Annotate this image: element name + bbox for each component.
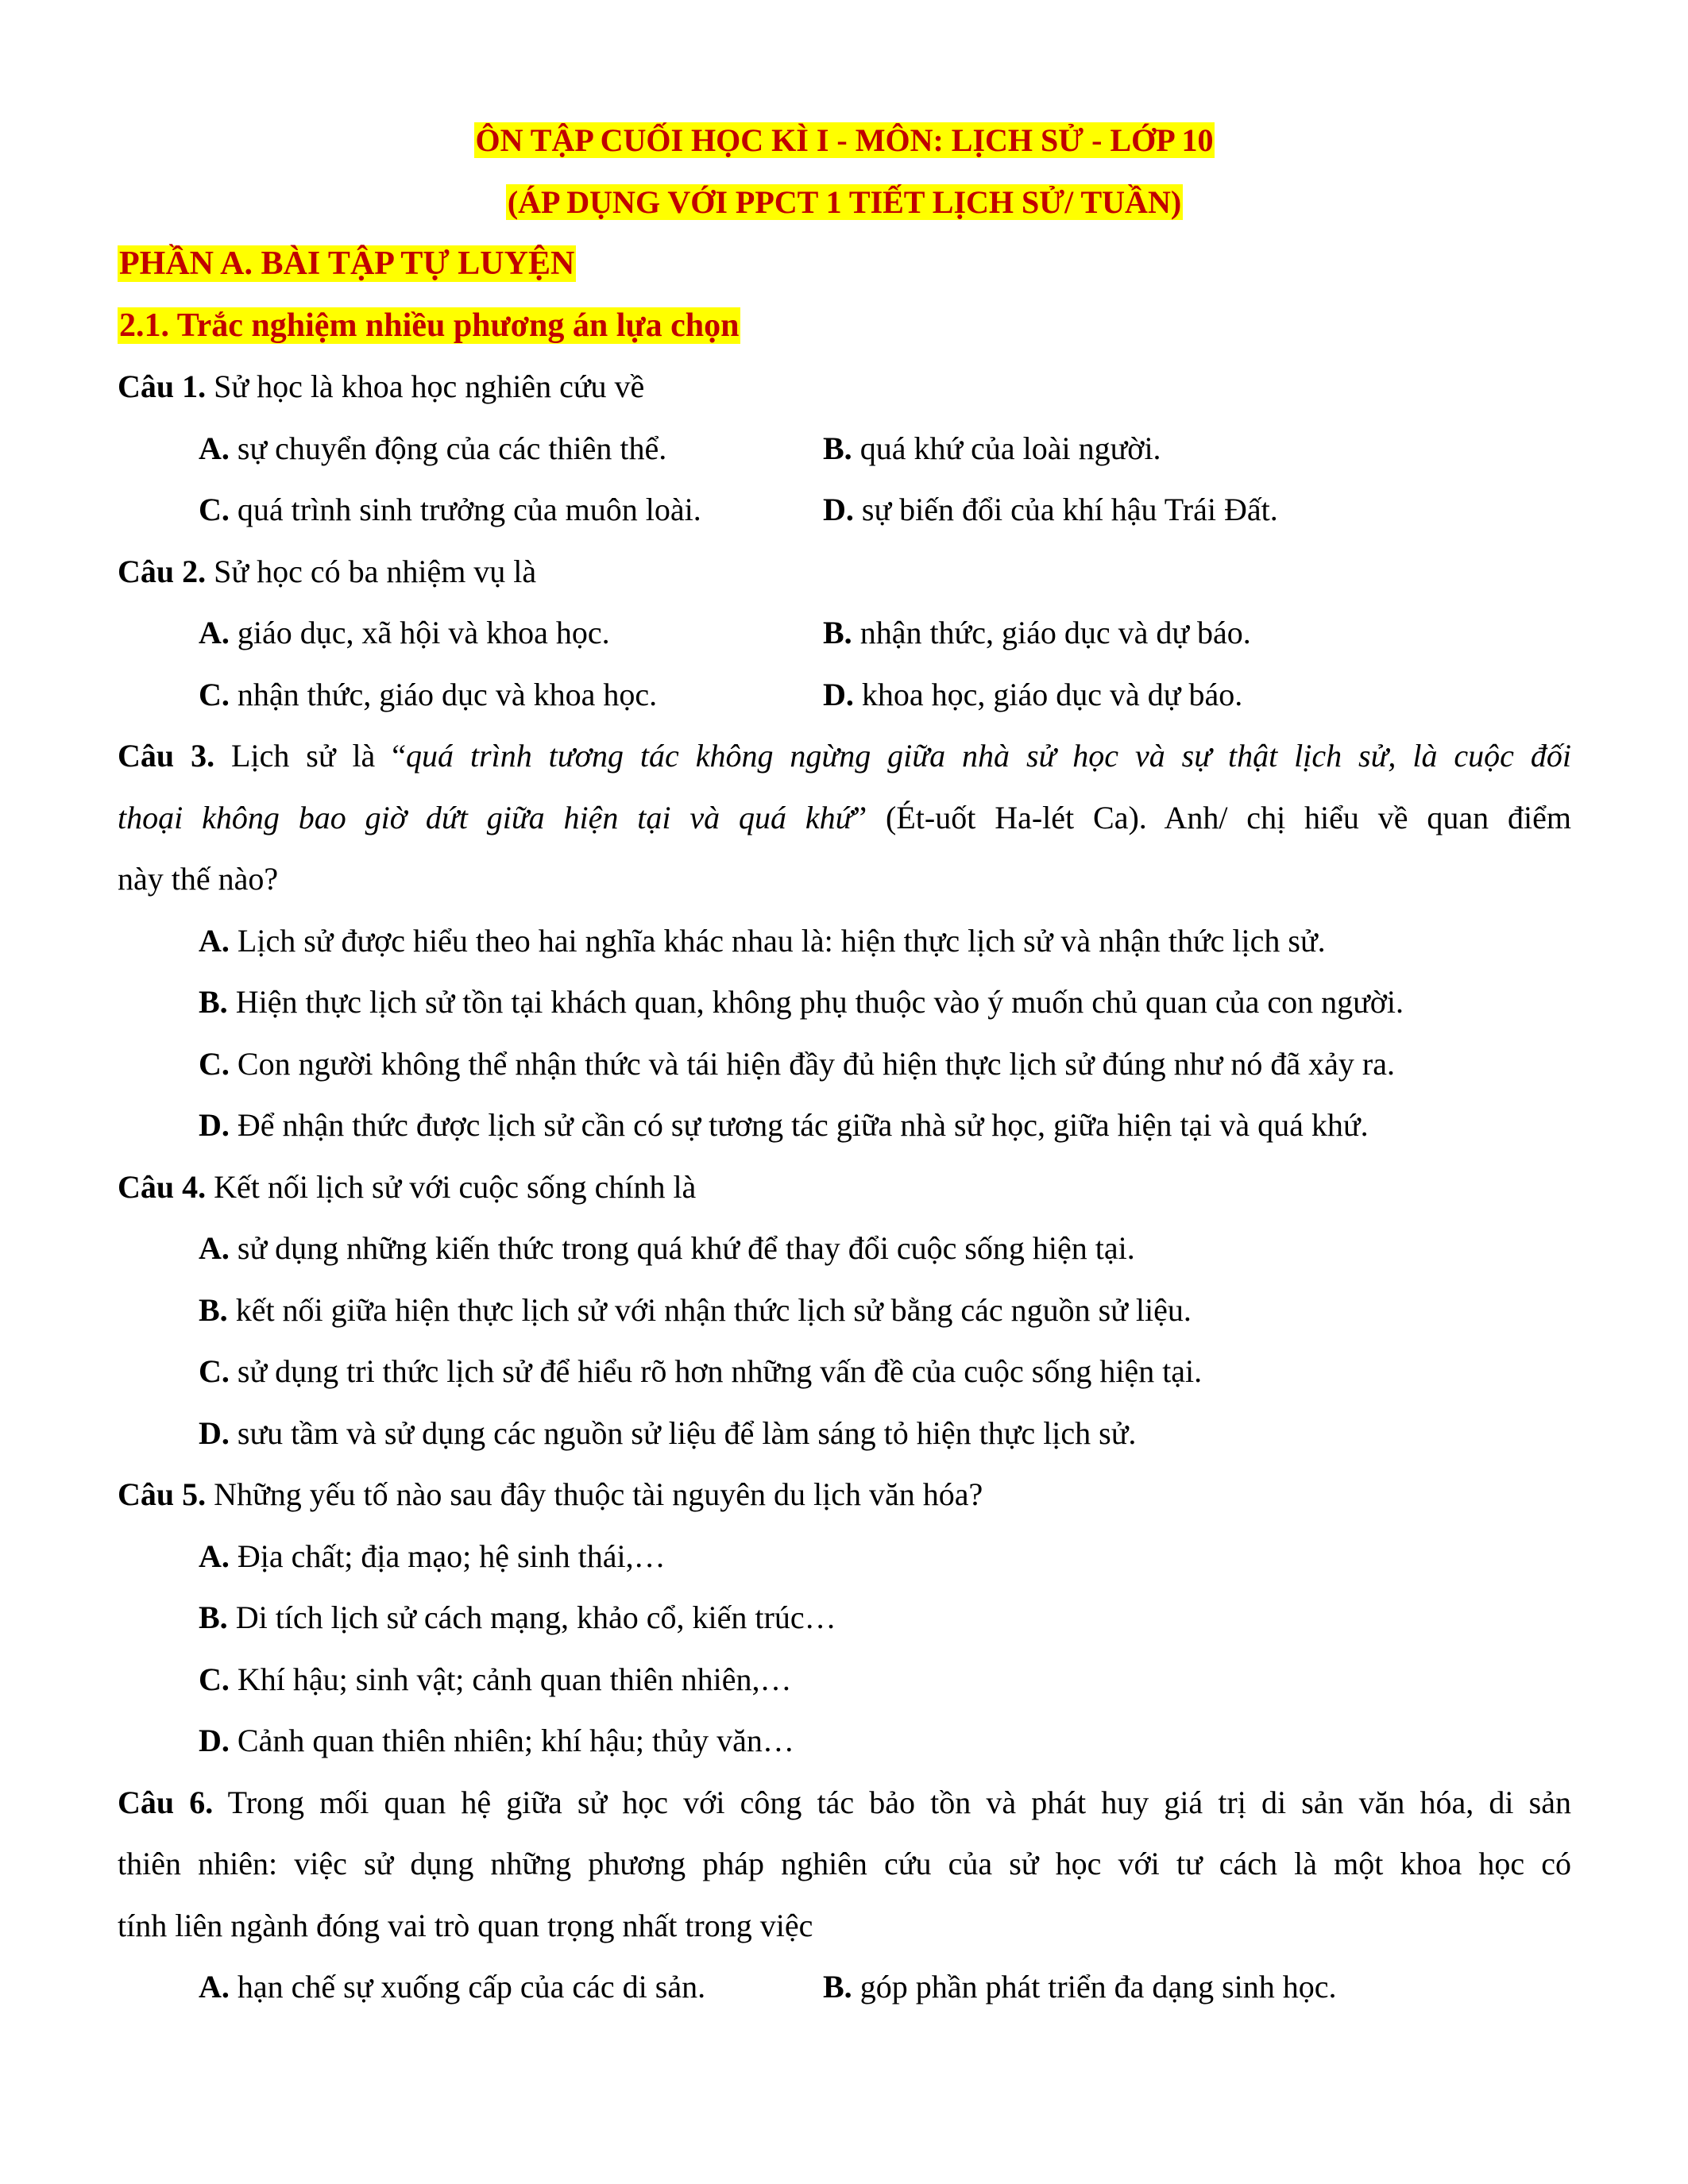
question-3-line-1	[118, 725, 1571, 787]
option-c: C. quá trình sinh trưởng của muôn loài.	[199, 492, 701, 527]
part-heading-line	[118, 233, 1571, 295]
title-line-2	[118, 172, 1571, 233]
option-d: D. sưu tầm và sử dụng các nguồn sử liệu để làm sáng tỏ hiện thực lịch sử.	[199, 1414, 1137, 1451]
question-6-line-1	[118, 1772, 1571, 1834]
option-c: C. nhận thức, giáo dục và khoa học.	[199, 676, 658, 712]
question-text: Trong mối quan hệ giữa sử học với công tác bảo tồn và phát huy giá trị di sản văn hóa, di sản	[213, 1784, 1571, 1820]
sub-heading: 2.1. Trắc nghiệm nhiều phương án lựa chọn	[119, 307, 740, 344]
option-a: A. sự chuyển động của các thiên thể.	[199, 430, 667, 466]
question-text: Những yếu tố nào sau đây thuộc tài nguyên du lịch văn hóa?	[206, 1476, 983, 1512]
title-text-1: ÔN TẬP CUỐI HỌC KÌ I - MÔN: LỊCH SỬ - LỚP 10	[475, 122, 1214, 158]
option-b: B. nhận thức, giáo dục và dự báo.	[823, 615, 1251, 650]
question-1	[118, 356, 1571, 418]
option-c: C. sử dụng tri thức lịch sử để hiểu rõ hơn những vấn đề của cuộc sống hiện tại.	[199, 1353, 1203, 1389]
question-label: Câu 6.	[118, 1784, 214, 1820]
question-1-options-cd	[118, 479, 1571, 541]
question-text: ” (Ét-uốt Ha-lét Ca). Anh/ chị hiểu về quan điểm	[852, 799, 1572, 835]
question-6-line-2	[118, 1833, 1571, 1895]
title-text-2: (ÁP DỤNG VỚI PPCT 1 TIẾT LỊCH SỬ/ TUẦN)	[507, 183, 1182, 220]
option-b: B. Hiện thực lịch sử tồn tại khách quan, không phụ thuộc vào ý muốn chủ quan của con người.	[199, 984, 1404, 1020]
question-2-options-ab	[118, 602, 1571, 664]
question-5	[118, 1464, 1571, 1526]
option-a: A. Lịch sử được hiểu theo hai nghĩa khác nhau là: hiện thực lịch sử và nhận thức lịch sử.	[199, 922, 1326, 959]
option-b: B. góp phần phát triển đa dạng sinh học.	[823, 1969, 1337, 2005]
option-a: A. giáo dục, xã hội và khoa học.	[199, 615, 610, 650]
question-label: Câu 4.	[118, 1168, 207, 1205]
title-line-1	[118, 110, 1571, 172]
option-d: D. sự biến đổi của khí hậu Trái Đất.	[823, 492, 1278, 527]
question-text: thiên nhiên: việc sử dụng những phương pháp nghiên cứu của sử học với tư cách là một khoa học có	[118, 1846, 1571, 1881]
question-text: Sử học là khoa học nghiên cứu về	[206, 369, 645, 404]
option-b: B. Di tích lịch sử cách mạng, khảo cổ, kiến trúc…	[199, 1599, 836, 1635]
question-6-line-3	[118, 1895, 1571, 1957]
sub-heading-line	[118, 295, 1571, 357]
option-a: A. hạn chế sự xuống cấp của các di sản.	[199, 1969, 706, 2005]
question-text: tính liên ngành đóng vai trò quan trọng nhất trong việc	[118, 1907, 813, 1943]
question-label: Câu 3.	[118, 738, 215, 774]
question-label: Câu 5.	[118, 1476, 207, 1512]
part-heading: PHẦN A. BÀI TẬP TỰ LUYỆN	[119, 245, 575, 282]
quote-text: thoại không bao giờ dứt giữa hiện tại và quá khứ	[118, 799, 853, 835]
question-2-options-cd	[118, 664, 1571, 726]
option-d: D. Cảnh quan thiên nhiên; khí hậu; thủy văn…	[199, 1723, 794, 1758]
option-a: A. Địa chất; địa mạo; hệ sinh thái,…	[199, 1538, 666, 1574]
document-page	[118, 110, 1571, 2018]
question-text: Lịch sử là “	[214, 738, 406, 774]
question-3-line-2	[118, 787, 1571, 849]
question-text: Kết nối lịch sử với cuộc sống chính là	[206, 1168, 697, 1205]
option-b: B. kết nối giữa hiện thực lịch sử với nhận thức lịch sử bằng các nguồn sử liệu.	[199, 1291, 1192, 1328]
question-2	[118, 541, 1571, 603]
question-6-options-ab	[118, 1956, 1571, 2018]
option-a: A. sử dụng những kiến thức trong quá khứ để thay đổi cuộc sống hiện tại.	[199, 1230, 1135, 1266]
option-c: C. Khí hậu; sinh vật; cảnh quan thiên nhiên,…	[199, 1661, 792, 1697]
question-text: này thế nào?	[118, 861, 279, 897]
question-text: Sử học có ba nhiệm vụ là	[206, 553, 537, 589]
question-label: Câu 1.	[118, 369, 207, 404]
option-c: C. Con người không thể nhận thức và tái hiện đầy đủ hiện thực lịch sử đúng như nó đã xảy ra.	[199, 1045, 1395, 1082]
question-4	[118, 1156, 1571, 1218]
question-label: Câu 2.	[118, 553, 207, 589]
option-d: D. Để nhận thức được lịch sử cần có sự tương tác giữa nhà sử học, giữa hiện tại và quá khứ.	[199, 1107, 1369, 1143]
question-1-options-ab	[118, 418, 1571, 480]
question-3-line-3	[118, 848, 1571, 910]
option-d: D. khoa học, giáo dục và dự báo.	[823, 676, 1243, 712]
option-b: B. quá khứ của loài người.	[823, 430, 1161, 466]
quote-text: quá trình tương tác không ngừng giữa nhà sử học và sự thật lịch sử, là cuộc đối	[406, 738, 1571, 774]
